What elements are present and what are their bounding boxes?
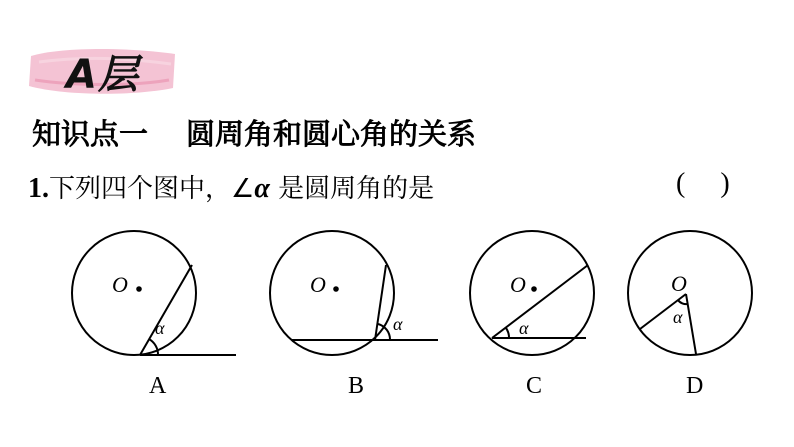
question-number: 1. [28, 173, 49, 204]
angle-symbol: ∠ [231, 174, 255, 204]
angle-arc-c [506, 328, 509, 338]
question-text-before: 下列四个图中， [49, 174, 232, 204]
figure-b [270, 231, 438, 355]
option-label-d[interactable]: D [686, 373, 704, 399]
center-label-d: O [671, 271, 687, 296]
chord-a [140, 265, 192, 355]
option-label-a[interactable]: A [149, 373, 167, 399]
angle-label-d: α [673, 307, 683, 327]
option-label-c[interactable]: C [526, 373, 543, 399]
alpha-symbol: α [254, 173, 270, 204]
section-topic: 圆周角和圆心角的关系 [186, 117, 477, 151]
question-text-after: 是圆周角的是 [269, 174, 435, 204]
center-label-c: O [510, 272, 526, 297]
level-badge-text: A层 [66, 51, 139, 98]
chord-c [492, 265, 588, 338]
center-point-b [334, 287, 338, 291]
center-point-c [532, 287, 536, 291]
figure-a [72, 231, 236, 355]
circle-a [72, 231, 196, 355]
circle-c [470, 231, 594, 355]
chord-b [375, 265, 386, 340]
center-label-b: O [310, 272, 326, 297]
figure-d [628, 231, 752, 355]
figure-c [470, 231, 594, 355]
center-point-a [137, 287, 141, 291]
angle-label-c: α [519, 318, 529, 338]
angle-label-b: α [393, 314, 403, 334]
section-label: 知识点一 [32, 117, 149, 151]
radius-d-right [686, 294, 696, 354]
answer-bracket[interactable]: ( ) [676, 168, 730, 199]
angle-label-a: α [155, 318, 165, 338]
option-label-b[interactable]: B [348, 373, 365, 399]
circle-d [628, 231, 752, 355]
center-label-a: O [112, 272, 128, 297]
